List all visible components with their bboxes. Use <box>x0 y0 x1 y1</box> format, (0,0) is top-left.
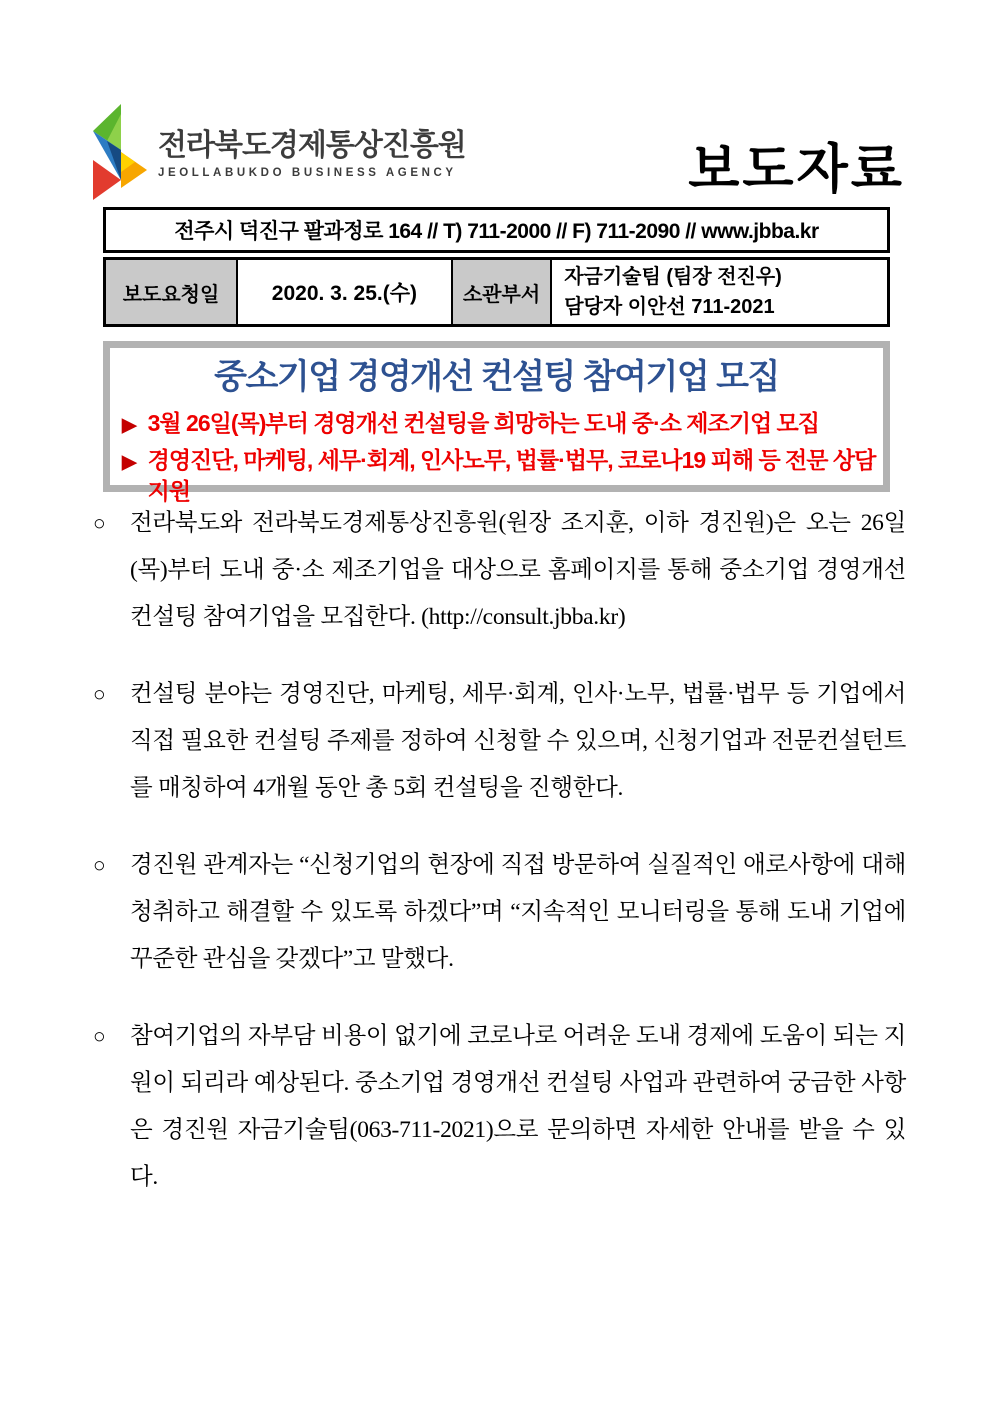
headline-box <box>103 341 890 505</box>
address-bar <box>103 207 890 253</box>
bullet-triangle-icon: ▶ <box>122 415 136 437</box>
bullet-triangle-icon: ▶ <box>122 452 136 474</box>
circle-bullet-icon: ○ <box>93 511 106 535</box>
request-date-value: 2020. 3. 25.(수) <box>237 259 452 326</box>
department-team: 자금기술팀 (팀장 전진우) <box>564 266 782 288</box>
paragraph-text: 경진원 관계자는 “신청기업의 현장에 직접 방문하여 실질적인 애로사항에 대해 청취하고 해결할 수 있도록 하겠다”며 “지속적인 모니터링을 통해 도내 기업에 꾸준한 관심을 갖겠다”고 말했다. <box>130 852 906 972</box>
paragraph-text: 컨설팅 분야는 경영진단, 마케팅, 세무·회계, 인사·노무, 법률·법무 등 기업에서 직접 필요한 컨설팅 주제를 정하여 신청할 수 있으며, 신청기업과 전문컨설턴트를 매칭하여 4개월 동안 총 5회 컨설팅을 진행한다. <box>130 681 906 801</box>
page-header <box>85 102 905 204</box>
press-body <box>93 492 906 1201</box>
request-date-label: 보도요청일 <box>105 259 238 326</box>
agency-logo <box>85 104 466 204</box>
agency-logo-text <box>158 129 466 179</box>
circle-bullet-icon: ○ <box>93 853 106 877</box>
headline-bullet-text: 경영진단, 마케팅, 세무·회계, 인사노무, 법률·법무, 코로나19 피해 등 전문 상담 지원 <box>147 447 876 505</box>
body-paragraph <box>93 671 906 812</box>
agency-name: 전라북도경제통상진흥원 <box>158 129 466 163</box>
address-text: 전주시 덕진구 팔과정로 164 // T) 711-2000 // F) 711-2090 // www.jbba.kr <box>174 220 819 243</box>
paragraph-text: 전라북도와 전라북도경제통상진흥원(원장 조지훈, 이하 경진원)은 오는 26일(목)부터 도내 중·소 제조기업을 대상으로 홈페이지를 통해 중소기업 경영개선 컨설팅 참여기업을 모집한다. (http://consult.jbba.kr) <box>130 510 906 630</box>
circle-bullet-icon: ○ <box>93 682 106 706</box>
body-paragraph <box>93 842 906 983</box>
body-paragraph <box>93 1013 906 1201</box>
table-row <box>105 259 889 326</box>
agency-logo-icon <box>85 104 149 204</box>
department-contact: 담당자 이안선 711-2021 <box>564 296 775 318</box>
department-label: 소관부서 <box>452 259 551 326</box>
body-paragraph <box>93 500 906 641</box>
paragraph-text: 참여기업의 자부담 비용이 없기에 코로나로 어려운 도내 경제에 도움이 되는 지원이 되리라 예상된다. 중소기업 경영개선 컨설팅 사업과 관련하여 궁금한 사항은 경진원 자금기술팀(063-711-2021)으로 문의하면 자세한 안내를 받을 수 있다. <box>130 1023 906 1190</box>
document-type-title: 보도자료 <box>688 140 905 199</box>
headline-bullet <box>115 408 878 439</box>
department-value <box>551 259 888 326</box>
headline-title: 중소기업 경영개선 컨설팅 참여기업 모집 <box>214 358 779 396</box>
press-info-table <box>103 257 890 327</box>
headline-bullet-text: 3월 26일(목)부터 경영개선 컨설팅을 희망하는 도내 중·소 제조기업 모집 <box>147 410 819 437</box>
agency-name-en: JEOLLABUKDO BUSINESS AGENCY <box>158 166 457 179</box>
circle-bullet-icon: ○ <box>93 1024 106 1048</box>
